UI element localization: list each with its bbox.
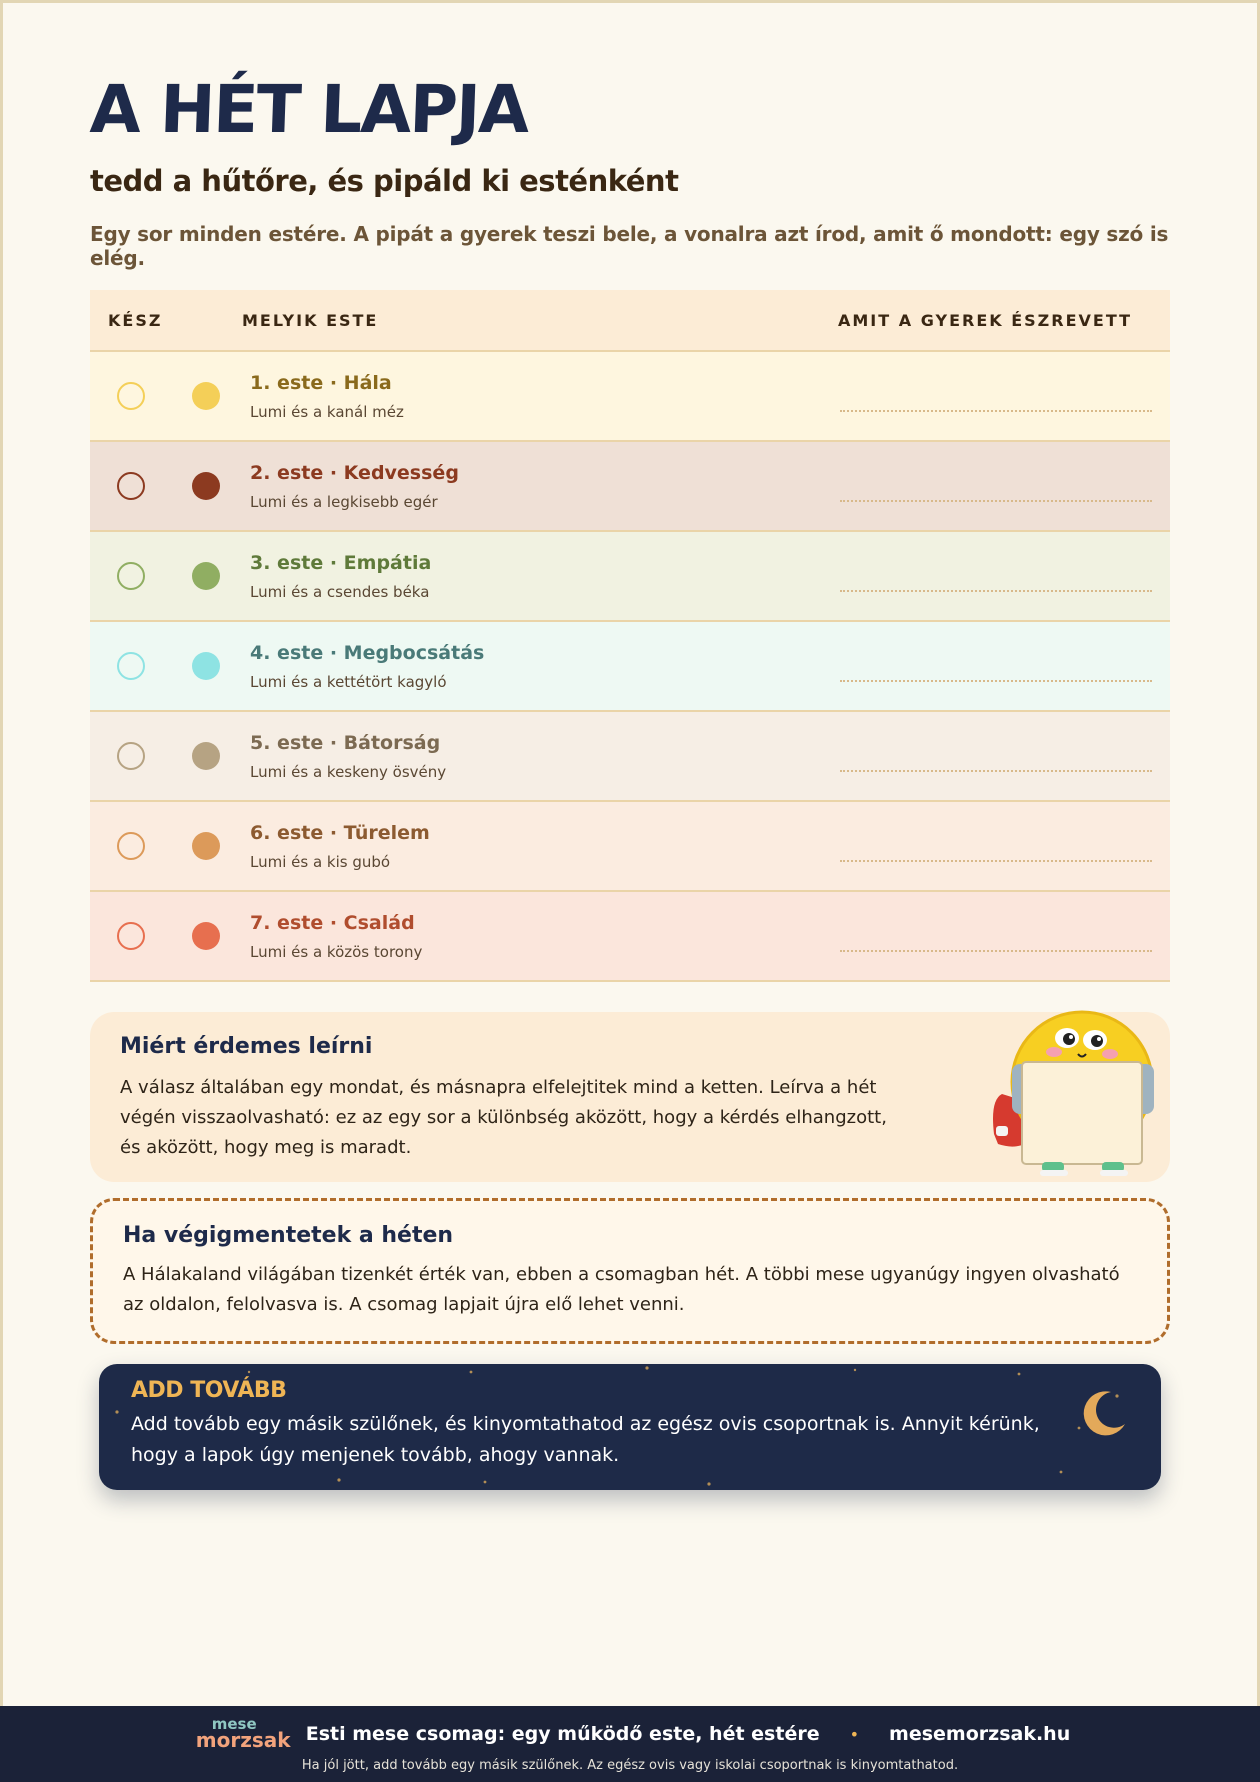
night-cell — [250, 911, 848, 961]
table-row — [90, 352, 1170, 442]
night-cell — [250, 461, 848, 511]
table-header — [90, 290, 1170, 352]
note-line[interactable] — [840, 500, 1152, 502]
pass-on-text: Add tovább egy másik szülőnek, és kinyomtathatod az egész ovis csoportnak is. Annyit kérünk, hogy a lapok úgy menjenek tovább, ahogy vannak. — [131, 1413, 1040, 1466]
page-subtitle: tedd a hűtőre, és pipáld ki esténként — [90, 164, 679, 198]
lumi-mascot-icon — [982, 1006, 1162, 1182]
note-line[interactable] — [840, 860, 1152, 862]
table-row — [90, 532, 1170, 622]
table-row — [90, 622, 1170, 712]
note-line[interactable] — [840, 590, 1152, 592]
week-tracker-table — [90, 290, 1170, 982]
night-title: 6. este · Türelem — [250, 822, 430, 844]
table-row — [90, 892, 1170, 982]
checkbox-circle-icon[interactable] — [117, 742, 145, 770]
table-row — [90, 712, 1170, 802]
intro-text: Egy sor minden estére. A pipát a gyerek teszi bele, a vonalra azt írod, amit ő mondott: egy szó is elég. — [90, 222, 1169, 270]
color-dot-icon — [192, 472, 220, 500]
table-row — [90, 802, 1170, 892]
note-line[interactable] — [840, 680, 1152, 682]
night-cell — [250, 371, 848, 421]
table-row — [90, 442, 1170, 532]
checkbox-circle-icon[interactable] — [117, 652, 145, 680]
checkbox-circle-icon[interactable] — [117, 832, 145, 860]
color-dot-icon — [192, 922, 220, 950]
finished-text: A Hálakaland világában tizenkét érték van, ebben a csomagban hét. A többi mese ugyanúgy ingyen olvasható az oldalon, felolvasva is. A csomag lapjait újra elő lehet venni. — [123, 1264, 1120, 1315]
night-story: Lumi és a kettétört kagyló — [250, 673, 447, 691]
night-cell — [250, 551, 848, 601]
checkbox-circle-icon[interactable] — [117, 562, 145, 590]
color-dot-icon — [192, 382, 220, 410]
checkbox-circle-icon[interactable] — [117, 922, 145, 950]
night-title: 3. este · Empátia — [250, 552, 432, 574]
night-title: 1. este · Hála — [250, 372, 392, 394]
footer-main — [0, 1716, 1260, 1752]
night-story: Lumi és a legkisebb egér — [250, 493, 438, 511]
note-line[interactable] — [840, 770, 1152, 772]
finished-title: Ha végigmentetek a héten — [123, 1223, 454, 1248]
checkbox-circle-icon[interactable] — [117, 472, 145, 500]
night-story: Lumi és a közös torony — [250, 943, 423, 961]
night-title: 7. este · Család — [250, 912, 415, 934]
color-dot-icon — [192, 562, 220, 590]
night-title: 5. este · Bátorság — [250, 732, 441, 754]
footer-separator: • — [849, 1724, 860, 1744]
footer-tagline: Esti mese csomag: egy működő este, hét estére — [305, 1723, 820, 1745]
footer-small-text: Ha jól jött, add tovább egy másik szülőnek. Az egész ovis vagy iskolai csoportnak is kinyomtathatod. — [301, 1758, 959, 1773]
night-story: Lumi és a kanál méz — [250, 403, 404, 421]
footer-site-link[interactable]: mesemorzsak.hu — [889, 1723, 1071, 1745]
pass-on-banner — [99, 1364, 1161, 1490]
table-body — [90, 352, 1170, 982]
color-dot-icon — [192, 742, 220, 770]
page-title: A HÉT LAPJA — [88, 71, 529, 148]
night-title: 4. este · Megbocsátás — [250, 642, 485, 664]
color-dot-icon — [192, 652, 220, 680]
night-cell — [250, 821, 848, 871]
pass-on-title: ADD TOVÁBB — [131, 1378, 287, 1403]
mesemorzsak-logo: mese morzsak — [195, 1715, 291, 1752]
night-story: Lumi és a csendes béka — [250, 583, 430, 601]
header-done: KÉSZ — [108, 310, 163, 330]
why-title: Miért érdemes leírni — [120, 1034, 373, 1059]
week-finished-box — [90, 1198, 1170, 1344]
night-cell — [250, 731, 848, 781]
night-cell — [250, 641, 848, 691]
night-story: Lumi és a kis gubó — [250, 853, 391, 871]
worksheet — [90, 70, 1170, 1490]
why-text: A válasz általában egy mondat, és másnapra elfelejtitek mind a ketten. Leírva a hét végén visszaolvasható: ez az egy sor a különbség aközött, hogy a kérdés elhangzott, és aközött, hogy meg is maradt. — [120, 1077, 887, 1158]
crescent-moon-icon — [1079, 1388, 1129, 1438]
note-line[interactable] — [840, 950, 1152, 952]
note-line[interactable] — [840, 410, 1152, 412]
header-night: MELYIK ESTE — [242, 310, 379, 330]
night-story: Lumi és a keskeny ösvény — [250, 763, 447, 781]
why-write-box — [90, 1012, 1170, 1182]
checkbox-circle-icon[interactable] — [117, 382, 145, 410]
color-dot-icon — [192, 832, 220, 860]
footer — [0, 1706, 1260, 1782]
header-note: AMIT A GYEREK ÉSZREVETT — [838, 310, 1133, 330]
night-title: 2. este · Kedvesség — [250, 462, 459, 484]
